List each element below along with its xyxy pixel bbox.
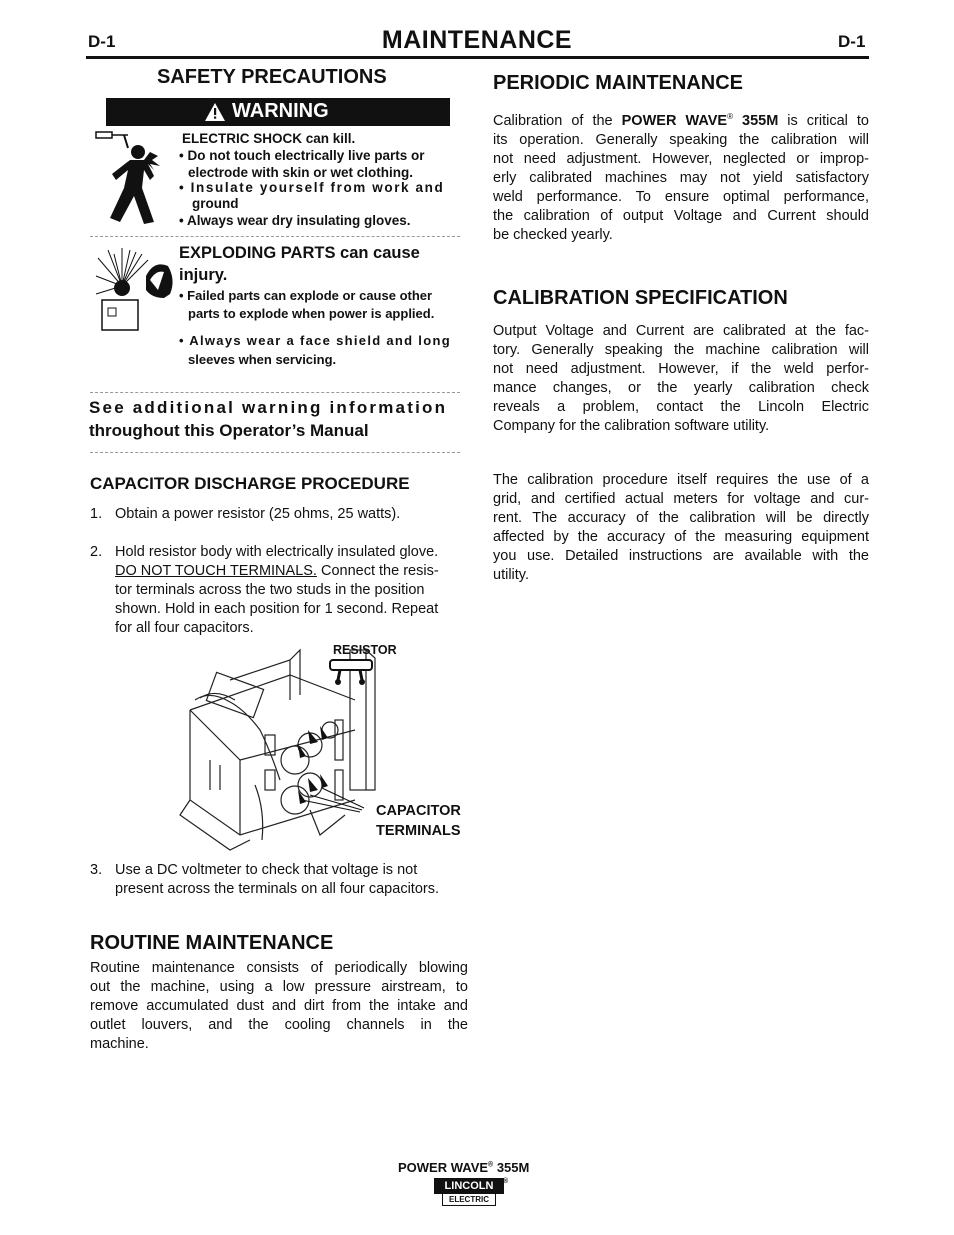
divider <box>90 236 460 237</box>
step-text: present across the terminals on all four capacitors. <box>115 881 439 897</box>
body-line: machine. <box>90 1036 149 1052</box>
body-line <box>493 107 869 131</box>
routine-body <box>90 959 468 1054</box>
body-line: grid, and certified actual meters for voltage and cur- <box>493 491 869 507</box>
warning-bar <box>106 98 450 126</box>
exploding-item-2-cont: sleeves when servicing. <box>188 352 337 367</box>
body-line: weld performance. To ensure optimal performance, <box>493 188 869 205</box>
routine-heading: ROUTINE MAINTENANCE <box>90 932 334 954</box>
shock-item-1: • Do not touch electrically live parts or <box>179 148 425 163</box>
shock-item-2-cont: ground <box>192 196 239 211</box>
step-text: Hold resistor body with electrically insulated glove. <box>115 544 439 560</box>
explosion-icon <box>94 246 176 332</box>
product-model: 355M <box>493 1160 530 1175</box>
product-name: POWER WAVE <box>398 1160 489 1175</box>
body-line: outlet louvers, and the cooling channels in the <box>90 1017 468 1033</box>
exploding-item-2: • Always wear a face shield and long <box>179 333 451 348</box>
periodic-body <box>493 107 869 245</box>
body-line: Company for the calibration software utility. <box>493 418 770 434</box>
capacitor-diagram <box>170 640 385 865</box>
logo-top: LINCOLN <box>434 1178 504 1194</box>
calibration-heading: CALIBRATION SPECIFICATION <box>493 287 788 309</box>
divider <box>90 452 460 453</box>
body-text: Calibration of the <box>493 112 622 129</box>
step-text: tor terminals across the two studs in the position <box>115 582 425 598</box>
body-line: Output Voltage and Current are calibrated at the fac- <box>493 323 869 339</box>
warning-triangle-icon <box>204 102 226 122</box>
product-model: 355M <box>732 112 779 129</box>
body-line: The calibration procedure itself requires the use of a <box>493 472 869 488</box>
page-title: MAINTENANCE <box>381 26 573 54</box>
step-text: shown. Hold in each position for 1 second. Repeat <box>115 601 439 617</box>
capacitor-heading: CAPACITOR DISCHARGE PROCEDURE <box>90 474 410 493</box>
safety-heading: SAFETY PRECAUTIONS <box>157 66 387 88</box>
page-number-right: D-1 <box>838 32 866 51</box>
logo-registered-mark: ® <box>503 1178 509 1185</box>
shock-item-1-cont: electrode with skin or wet clothing. <box>188 165 414 180</box>
logo-bottom: ELECTRIC <box>442 1193 496 1206</box>
do-not-touch-text: DO NOT TOUCH TERMINALS. <box>115 563 317 579</box>
step-text: Connect the resis- <box>316 563 439 579</box>
step-text: for all four capacitors. <box>115 620 254 636</box>
exploding-item-1: • Failed parts can explode or cause other <box>179 288 433 303</box>
body-line: remove accumulated dust and dirt from the intake and <box>90 998 468 1014</box>
step-text: Use a DC voltmeter to check that voltage is not <box>115 862 418 878</box>
step-number: 3. <box>90 862 103 878</box>
registered-mark: ® <box>727 112 733 121</box>
warning-label: WARNING <box>232 100 329 122</box>
capacitor-terminals-label-1: CAPACITOR <box>376 803 461 819</box>
step-number: 2. <box>90 544 103 560</box>
body-line: out the machine, using a low pressure airstream, to <box>90 979 468 995</box>
product-name: POWER WAVE <box>621 112 728 129</box>
body-line: Routine maintenance consists of periodically blowing <box>90 960 468 976</box>
exploding-title-2: injury. <box>179 266 228 284</box>
body-line: mance changes, or the yearly calibration check <box>493 380 869 396</box>
electric-shock-icon <box>94 130 166 230</box>
exploding-item-1-cont: parts to explode when power is applied. <box>188 306 435 321</box>
body-line: rent. The accuracy of the calibration will be directly <box>493 510 869 526</box>
header-rule <box>86 56 869 59</box>
body-line: utility. <box>493 567 529 583</box>
body-line: not need adjustment. However, if the weld perfor- <box>493 361 869 377</box>
page-number-left: D-1 <box>88 32 116 51</box>
body-line: be checked yearly. <box>493 226 613 243</box>
divider <box>90 392 460 393</box>
body-line: the calibration of output Voltage and Current should <box>493 207 869 224</box>
lincoln-electric-logo <box>434 1178 512 1206</box>
step-number: 1. <box>90 506 103 522</box>
body-text: is critical to <box>778 112 869 129</box>
exploding-title-1: EXPLODING PARTS can cause <box>179 244 420 262</box>
body-line: not need adjustment. However, neglected or improp- <box>493 150 869 167</box>
registered-mark: ® <box>488 1161 494 1169</box>
calibration-body-2 <box>493 471 869 585</box>
body-line: affected by the accuracy of the measuring equipment <box>493 529 869 545</box>
capacitor-terminals-label-2: TERMINALS <box>376 823 461 839</box>
body-line: its operation. Generally speaking the calibration will <box>493 131 869 148</box>
see-additional-line-2: throughout this Operator’s Manual <box>89 421 369 440</box>
footer-product <box>398 1160 529 1175</box>
step-text: Obtain a power resistor (25 ohms, 25 watts). <box>115 506 401 522</box>
shock-item-2: • Insulate yourself from work and <box>179 180 445 195</box>
resistor-label: RESISTOR <box>333 643 397 657</box>
body-line: erly calibrated machines may not yield satisfactory <box>493 169 869 186</box>
periodic-heading: PERIODIC MAINTENANCE <box>493 72 744 94</box>
shock-title: ELECTRIC SHOCK can kill. <box>182 131 356 146</box>
shock-item-3: • Always wear dry insulating gloves. <box>179 213 411 228</box>
see-additional-line-1: See additional warning information <box>89 398 448 417</box>
body-line: reveals a problem, contact the Lincoln Electric <box>493 399 869 415</box>
body-line: you use. Detailed instructions are available with the <box>493 548 869 564</box>
body-line: tory. Generally speaking the machine calibration will <box>493 342 869 358</box>
calibration-body-1 <box>493 322 869 436</box>
